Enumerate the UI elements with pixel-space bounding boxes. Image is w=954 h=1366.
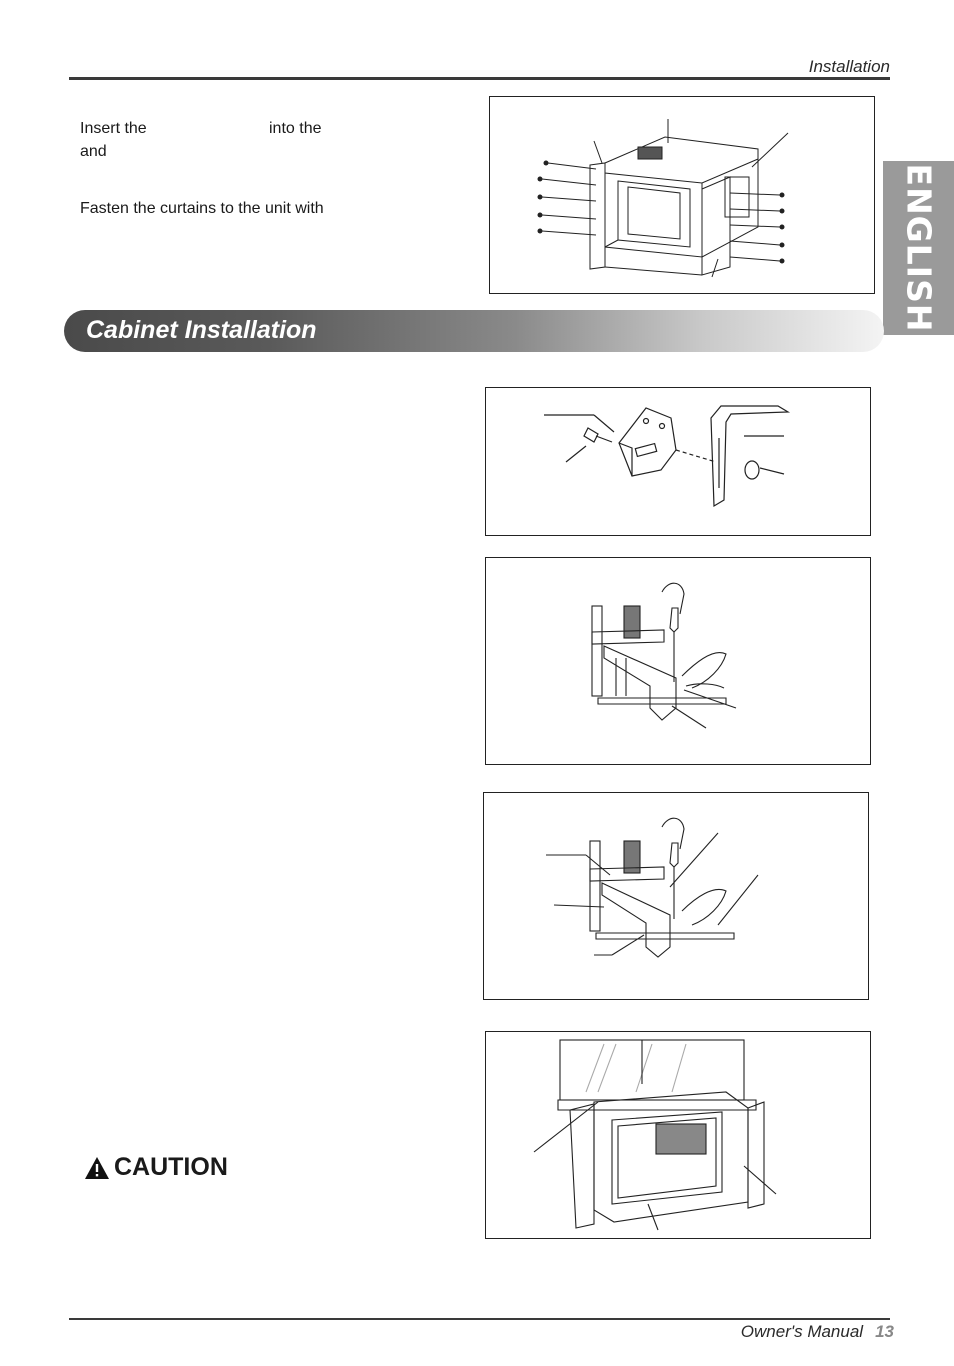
intro-line2: and bbox=[80, 143, 107, 160]
footer-rule bbox=[69, 1318, 890, 1320]
window-install-illustration bbox=[486, 1032, 870, 1238]
intro-line3: Fasten the curtains to the unit with bbox=[80, 200, 324, 217]
figure-bracket-leveling bbox=[483, 792, 869, 1000]
language-tab bbox=[883, 161, 954, 335]
figure-bracket-parts bbox=[485, 387, 871, 536]
bracket-parts-illustration bbox=[486, 388, 870, 535]
intro-line1-a: Insert the bbox=[80, 120, 147, 137]
section-title: Cabinet Installation bbox=[86, 316, 317, 344]
caution-heading bbox=[84, 1153, 228, 1182]
intro-line1-b: into the bbox=[269, 120, 322, 137]
language-tab-label: ENGLISH bbox=[899, 163, 938, 333]
footer bbox=[741, 1322, 894, 1342]
warning-triangle-icon bbox=[84, 1156, 110, 1180]
figure-window-install bbox=[485, 1031, 871, 1239]
footer-manual-title: Owner's Manual bbox=[740, 1322, 864, 1341]
bracket-leveling-illustration bbox=[484, 793, 868, 999]
section-banner bbox=[64, 310, 884, 352]
page-number: 13 bbox=[875, 1322, 894, 1341]
curtain-assembly-illustration bbox=[490, 97, 874, 293]
bracket-mounting-illustration bbox=[486, 558, 870, 764]
figure-bracket-mounting bbox=[485, 557, 871, 765]
header-rule bbox=[69, 77, 890, 80]
caution-label: CAUTION bbox=[114, 1153, 228, 1181]
figure-curtain-assembly bbox=[489, 96, 875, 294]
header-title: Installation bbox=[808, 57, 890, 76]
